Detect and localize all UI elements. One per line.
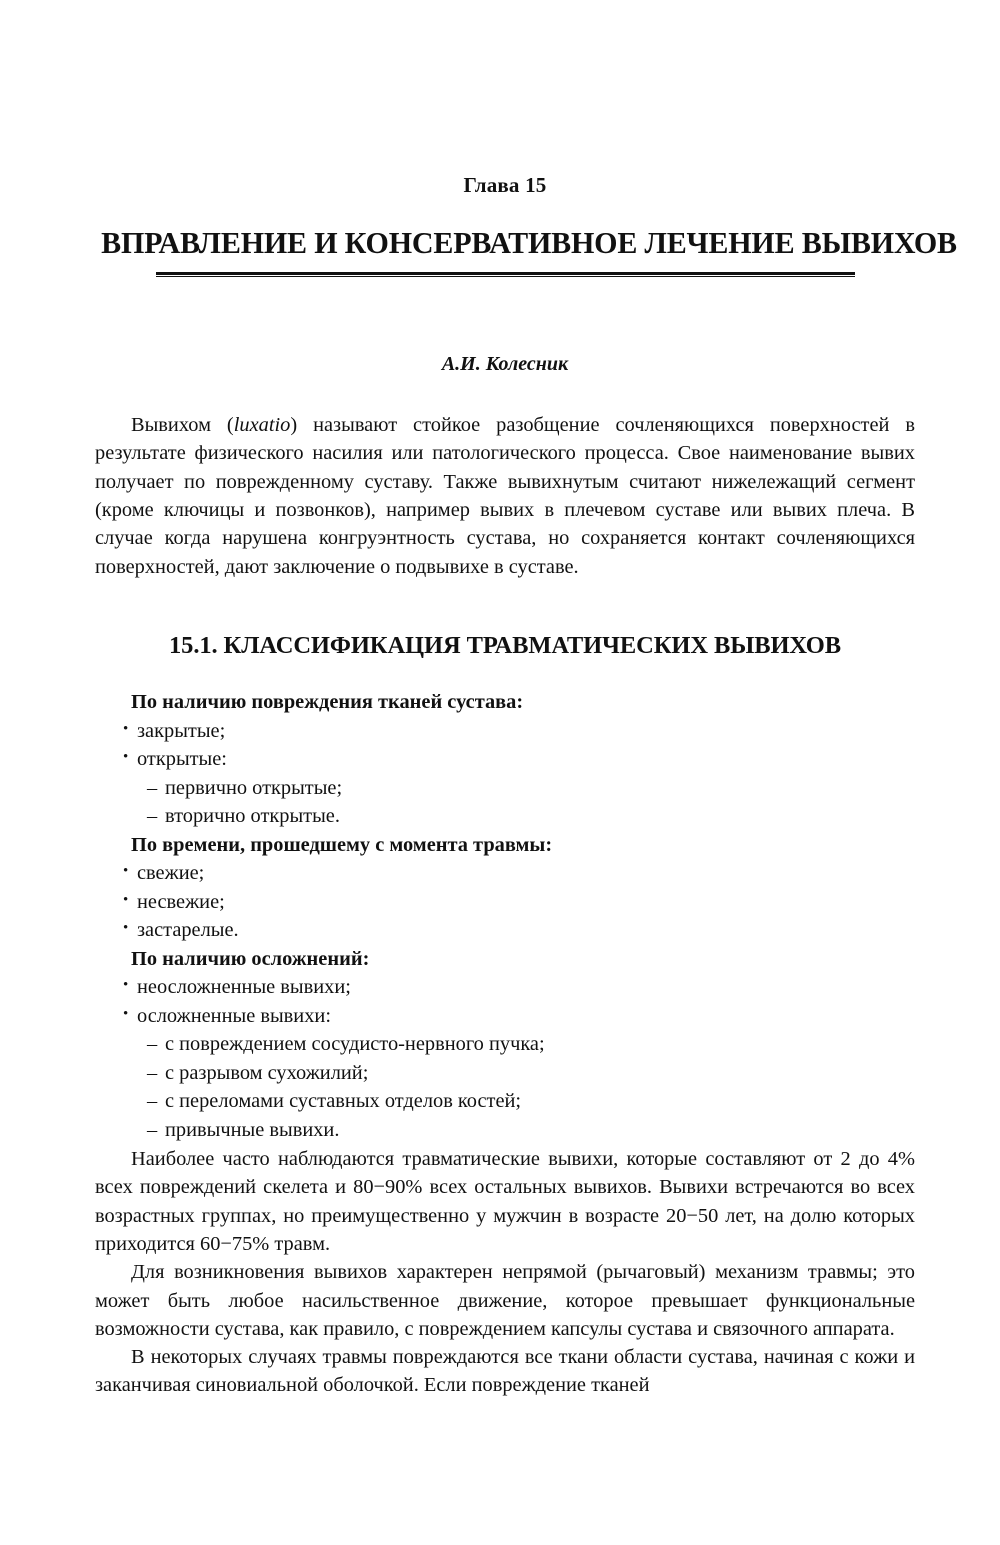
list-item: • осложненные вывихи: <box>95 1002 915 1031</box>
body-paragraph: В некоторых случаях травмы повреждаются все ткани области сустава, начиная с кожи и заканчивая синовиальной оболочкой. Если повреждение тканей <box>95 1346 915 1397</box>
group-heading: По наличию осложнений: <box>131 947 370 970</box>
divider-thin-line <box>156 276 855 277</box>
chapter-label: Глава 15 <box>463 173 547 197</box>
list-subitem: – первично открытые; <box>95 774 915 803</box>
chapter-title: ВПРАВЛЕНИЕ И КОНСЕРВАТИВНОЕ ЛЕЧЕНИЕ ВЫВИХОВ <box>101 226 957 261</box>
list-subitem: – с повреждением сосудисто-нервного пучка; <box>95 1030 915 1059</box>
classification-list <box>95 660 915 1144</box>
list-item: • застарелые. <box>95 916 915 945</box>
group-heading: По времени, прошедшему с момента травмы: <box>131 833 553 856</box>
page-content <box>95 0 957 1400</box>
list-item: • открытые: <box>95 745 915 774</box>
title-divider <box>156 272 855 277</box>
list-item: • несвежие; <box>95 888 915 917</box>
intro-text-after: ) называют стойкое разобщение сочленяющихся поверхностей в результате физического насилия или патологического процесса. Свое наименование вывих получает по поврежденному суставу. Также вывихнутым считают нижележащий сегмент (кроме ключицы и позвонков), например вывих в плечевом суставе или вывих плеча. В случае когда нарушена конгруэнтность сустава, но сохраняется контакт сочленяющихся поверхностей, дают заключение о подвывихе в суставе. <box>95 414 915 578</box>
list-item: • свежие; <box>95 859 915 888</box>
body-paragraph: Для возникновения вывихов характерен непрямой (рычаговый) механизм травмы; это может быть любое насильственное движение, которое превышает функциональные возможности сустава, как правило, с повреждением капсулы сустава и связочного аппарата. <box>95 1261 915 1340</box>
list-subitem: – привычные вывихи. <box>95 1116 915 1145</box>
intro-paragraph <box>95 375 915 581</box>
classification-group <box>95 831 915 945</box>
list-subitem: – с разрывом сухожилий; <box>95 1059 915 1088</box>
latin-term: luxatio <box>233 414 291 437</box>
list-item: • неосложненные вывихи; <box>95 973 915 1002</box>
group-heading: По наличию повреждения тканей сустава: <box>131 691 524 714</box>
classification-group <box>95 688 915 831</box>
intro-text-before: Вывихом ( <box>131 414 234 437</box>
body-paragraph: Наиболее часто наблюдаются травматические вывихи, которые составляют от 2 до 4% всех повреждений скелета и 80−90% всех остальных вывихов. Вывихи встречаются во всех возрастных группах, но преимущественно у мужчин в возрасте 20−50 лет, на долю которых приходится 60−75% травм. <box>95 1148 915 1255</box>
list-item: • закрытые; <box>95 717 915 746</box>
chapter-author: А.И. Колесник <box>441 353 569 376</box>
classification-group <box>95 945 915 1145</box>
list-subitem: – вторично открытые. <box>95 802 915 831</box>
section-heading-15-1: 15.1. КЛАССИФИКАЦИЯ ТРАВМАТИЧЕСКИХ ВЫВИХОВ <box>169 631 841 659</box>
list-subitem: – с переломами суставных отделов костей; <box>95 1087 915 1116</box>
